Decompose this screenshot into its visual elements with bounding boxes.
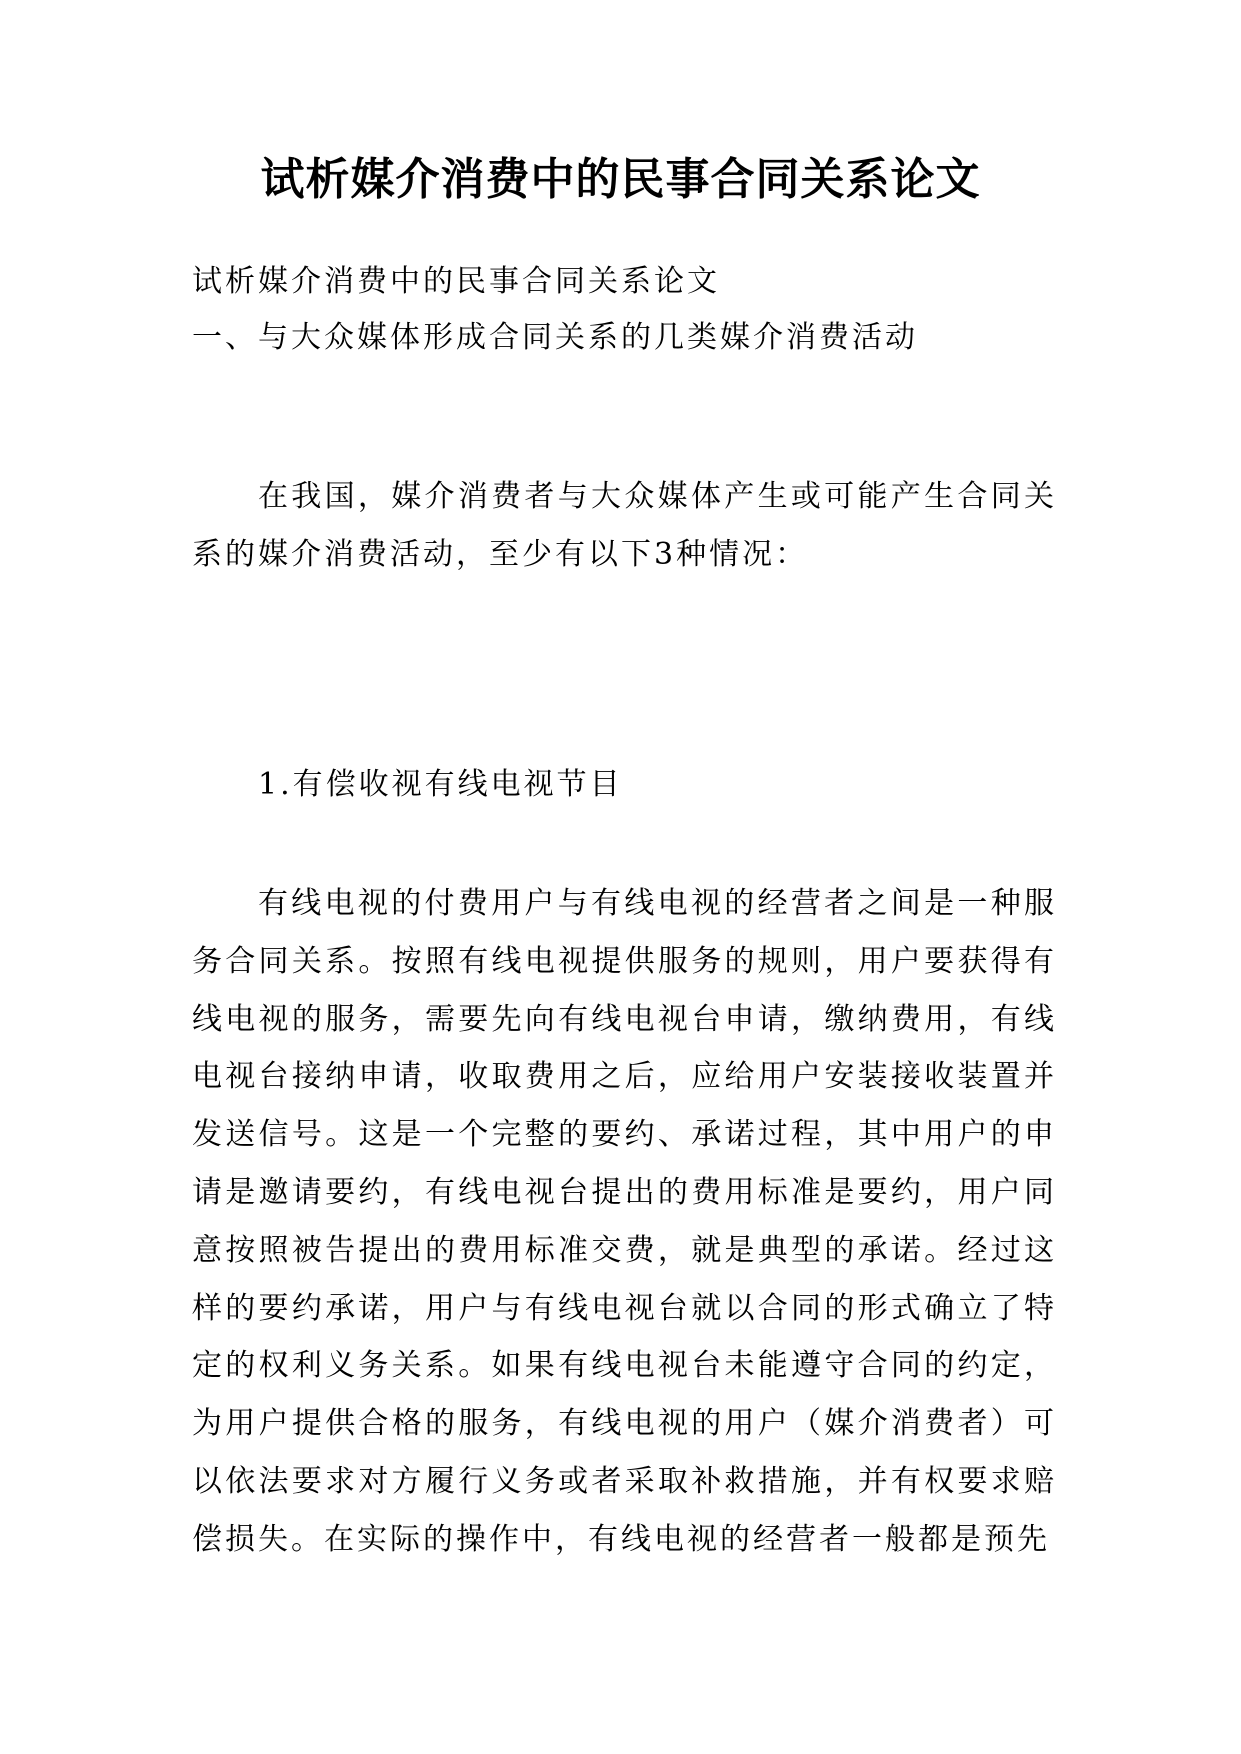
intro-paragraph: 在我国，媒介消费者与大众媒体产生或可能产生合同关系的媒介消费活动，至少有以下3种情况：: [192, 479, 1057, 572]
document-title: 试析媒介消费中的民事合同关系论文: [260, 154, 981, 205]
document-subtitle: 试析媒介消费中的民事合同关系论文: [192, 264, 720, 299]
body-paragraph: 有线电视的付费用户与有线电视的经营者之间是一种服务合同关系。按照有线电视提供服务的规则，用户要获得有线电视的服务，需要先向有线电视台申请，缴纳费用，有线电视台接纳申请，收取费用之后，应给用户安装接收装置并发送信号。这是一个完整的要约、承诺过程，其中用户的申请是邀请要约，有线电视台提出的费用标准是要约，用户同意按照被告提出的费用标准交费，就是典型的承诺。经过这样的要约承诺，用户与有线电视台就以合同的形式确立了特定的权利义务关系。如果有线电视台未能遵守合同的约定，为用户提供合格的服务，有线电视的用户（媒介消费者）可以依法要求对方履行义务或者采取补救措施，并有权要求赔偿损失。在实际的操作中，有线电视的经营者一般都是预先: [192, 886, 1057, 1557]
item-heading: 1.有偿收视有线电视节目: [258, 767, 623, 802]
section-heading: 一、与大众媒体形成合同关系的几类媒介消费活动: [192, 320, 918, 355]
